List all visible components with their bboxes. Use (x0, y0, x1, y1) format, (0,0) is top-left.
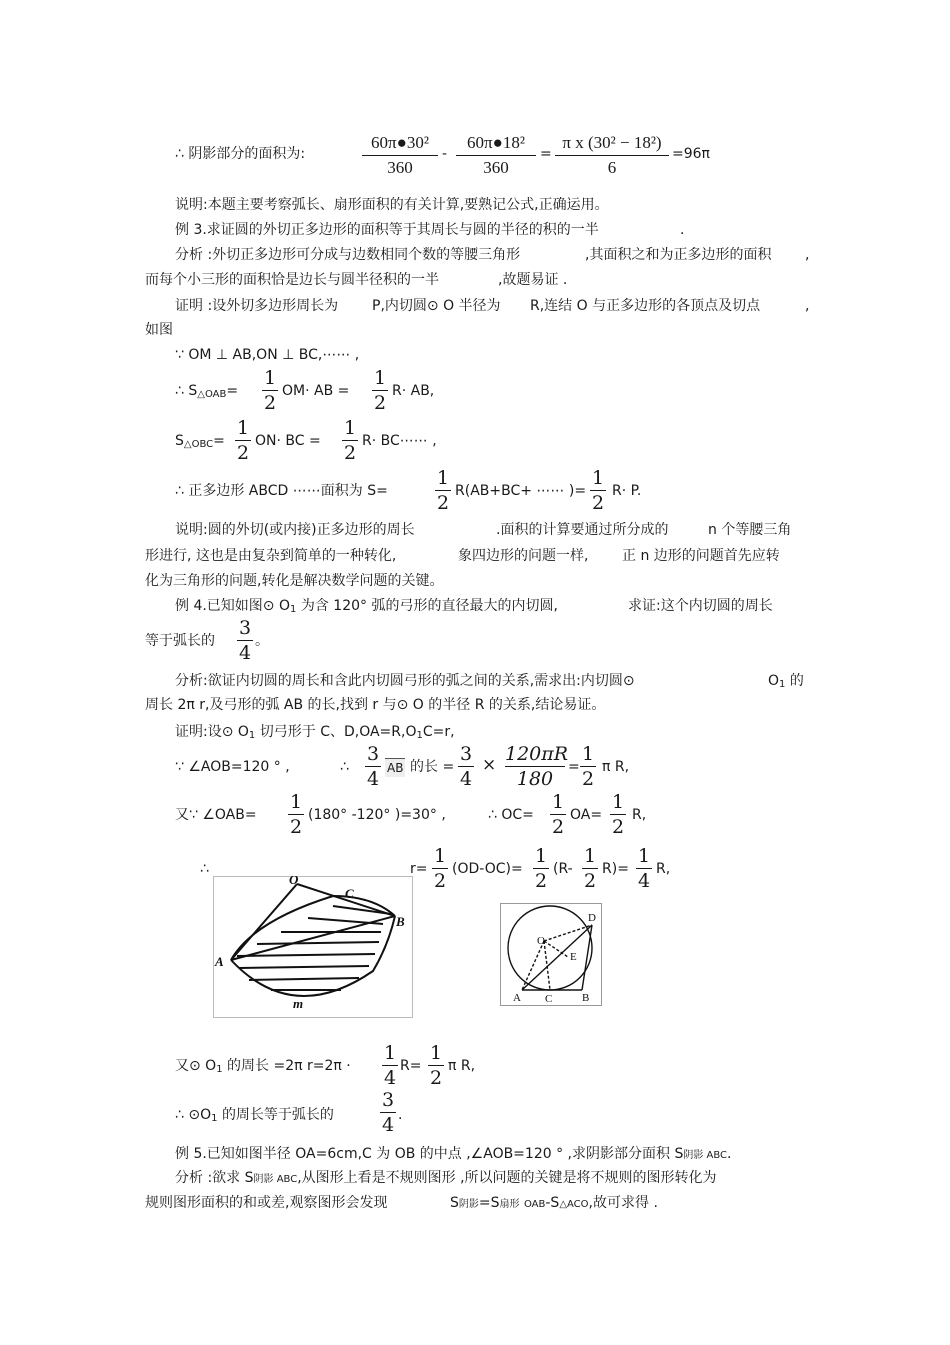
example-3-title: 例 3.求证圆的外切正多边形的面积等于其周长与圆的半径的积的一半 (175, 222, 599, 238)
label-c: C (345, 886, 354, 901)
half-fraction: 1 2 (373, 367, 387, 414)
therefore-symbol: ∴ (200, 861, 209, 877)
example-3-proof-2: 如图 (145, 322, 173, 338)
angle-aob-given: ∵ ∠AOB=120 ° , (175, 759, 290, 775)
label-a: A (215, 954, 224, 969)
example-3-analysis-1c: , (805, 247, 810, 263)
example-3-analysis-2a: 而每个小三形的面积恰是边长与圆半径积的一半 (145, 272, 439, 288)
label-b: B (582, 992, 590, 1004)
s-obc-end: R· BC⋯⋯ , (362, 433, 437, 449)
half-fraction: 1 2 (433, 845, 447, 892)
half-fraction: 1 2 (263, 367, 277, 414)
oa-text: OA= (570, 807, 603, 823)
example-4-line-2b: 。 (255, 633, 269, 649)
r-close-text: R)= (602, 861, 629, 877)
shadow-area-label: ∴ 阴影部分的面积为: (175, 146, 306, 162)
example-4-line-1a: 例 4.已知如图⊙ $O_1$ 为含 120° 弧的弓形的直径最大的内切圆, (175, 598, 558, 615)
note-2-1b: .面积的计算要通过所分成的 (496, 522, 669, 538)
label-o: O (537, 935, 545, 947)
therefore-symbol: ∴ (340, 759, 349, 775)
fraction-difference: π x (30² − 18²) 6 (555, 133, 669, 178)
label-m: m (293, 996, 304, 1011)
s-obc-label: $S_{\triangle OBC}=$ (175, 433, 225, 450)
s-obc-mid: ON· BC = (255, 433, 321, 449)
oc-result: R, (632, 807, 647, 823)
example-4-analysis-2: 周长 2π r,及弓形的弧 AB 的长,找到 r 与⊙ O 的半径 R 的关系,结论易证。 (145, 697, 606, 713)
arc-length-text: 的长 = (410, 759, 455, 775)
half-fraction: 1 2 (429, 1042, 443, 1089)
arc-ab-label: AB (385, 758, 405, 777)
half-fraction: 1 2 (343, 417, 357, 464)
shadow-area-result: =96π (672, 146, 710, 162)
note-1: 说明:本题主要考察弧长、扇形面积的有关计算,要熟记公式,正确运用。 (175, 197, 609, 213)
times-sign: × (482, 755, 497, 775)
s-oab-end: R· AB, (392, 383, 435, 399)
example-3-analysis-1b: ,其面积之和为正多边形的面积 (585, 247, 772, 263)
example-4-line-1c: 求证:这个内切圆的周长 (628, 598, 773, 614)
half-fraction: 1 2 (289, 791, 303, 838)
conclusion-text: ∴ $⊙O_1$ 的周长等于弧长的 (175, 1107, 334, 1124)
note-2-3: 化为三角形的问题,转化是解决数学问题的关键。 (145, 573, 444, 589)
label-b: B (396, 914, 405, 929)
example-3-since: ∵ OM ⊥ AB,ON ⊥ BC,⋯⋯ , (175, 347, 360, 363)
half-fraction: 1 2 (551, 791, 565, 838)
example-3-title-end: . (680, 222, 685, 238)
three-quarter-fraction: 3 4 (238, 617, 252, 664)
example-5-title: 例 5.已知如图半径 OA=6cm,C 为 OB 的中点 ,∠AOB=120 ° ,求阴影部分面积 S阴影 ABC. (175, 1146, 732, 1162)
example-4-analysis-1b: $O_1$ 的 (768, 673, 804, 690)
arc-formula-fraction: 120πR 180 (505, 743, 569, 790)
polygon-area-end: R· P. (612, 483, 642, 499)
label-o: O (289, 876, 299, 887)
label-c: C (545, 993, 553, 1005)
example-5-analysis-2b: S阴影=S扇形 OAB-S△ACO,故可求得 . (450, 1195, 658, 1211)
minus-sign: - (442, 146, 448, 162)
label-e: E (570, 951, 577, 963)
circumference-text: 又⊙ $O_1$ 的周长 =2π r=2π · (175, 1058, 351, 1075)
equals-sign: = (540, 146, 552, 162)
quarter-fraction: 1 4 (383, 1042, 397, 1089)
fraction-sector-large: 60π●30² 360 (362, 133, 438, 178)
three-quarter-fraction: 3 4 (381, 1089, 395, 1136)
quarter-fraction: 1 4 (637, 845, 651, 892)
example-4-proof-1: 证明:设⊙ $O_1$ 切弓形于 C、$D,OA=R,O_1C=r$, (175, 724, 455, 741)
example-3-proof-1d: , (805, 298, 810, 314)
example-5-analysis-1: 分析 :欲求 S阴影 ABC,从图形上看是不规则图形 ,所以问题的关键是将不规则的图形转化为 (175, 1170, 717, 1186)
example-3-analysis-1a: 分析 :外切正多边形可分成与边数相同个数的等腰三角形 (175, 247, 521, 263)
note-2-2c: 正 n 边形的问题首先应转 (622, 548, 780, 564)
half-fraction: 1 2 (534, 845, 548, 892)
example-3-analysis-2b: ,故题易证 . (498, 272, 568, 288)
note-2-1a: 说明:圆的外切(或内接)正多边形的周长 (175, 522, 415, 538)
od-oc-text: (OD-OC)= (452, 861, 523, 877)
half-fraction: 1 2 (581, 743, 595, 790)
half-fraction: 1 2 (611, 791, 625, 838)
r-equals: r= (410, 861, 428, 877)
equals-sign: = (568, 759, 580, 775)
example-3-proof-1b: P,内切圆⊙ O 半径为 (372, 298, 501, 314)
s-oab-mid: OM· AB = (282, 383, 350, 399)
arc-length-result: π R, (602, 759, 630, 775)
half-fraction: 1 2 (236, 417, 250, 464)
note-2-2a: 形进行, 这也是由复杂到简单的一种转化, (145, 548, 397, 564)
note-2-1c: n 个等腰三角 (708, 522, 792, 538)
example-4-line-2a: 等于弧长的 (145, 633, 215, 649)
circumference-r-eq: R= (400, 1058, 422, 1074)
three-quarter-fraction: 3 4 (366, 743, 380, 790)
s-oab-label: ∴ $S_{\triangle OAB}=$ (175, 383, 239, 400)
half-fraction: 1 2 (591, 467, 605, 514)
angle-oab-text: 又∵ ∠OAB= (175, 807, 257, 823)
polygon-area-label: ∴ 正多边形 ABCD ⋯⋯面积为 S= (175, 483, 388, 499)
label-d: D (588, 912, 596, 924)
note-2-2b: 象四边形的问题一样, (458, 548, 589, 564)
half-fraction: 1 2 (583, 845, 597, 892)
circumference-result: π R, (448, 1058, 476, 1074)
circle-figure (500, 903, 602, 1006)
polygon-area-mid: R(AB+BC+ ⋯⋯ )= (455, 483, 587, 499)
segment-figure (213, 876, 413, 1018)
example-5-analysis-2a: 规则图形面积的和或差,观察图形会发现 (145, 1195, 388, 1211)
three-quarter-fraction: 3 4 (459, 743, 473, 790)
example-4-analysis-1a: 分析:欲证内切圆的周长和含此内切圆弓形的弧之间的关系,需求出:内切圆⊙ (175, 673, 635, 689)
example-3-proof-1a: 证明 :设外切多边形周长为 (175, 298, 339, 314)
example-3-proof-1c: R,连结 O 与正多边形的各顶点及切点 (530, 298, 761, 314)
half-fraction: 1 2 (436, 467, 450, 514)
oc-text: ∴ OC= (488, 807, 534, 823)
conclusion-end: . (398, 1107, 403, 1123)
fraction-sector-small: 60π●18² 360 (456, 133, 536, 178)
label-a: A (513, 992, 521, 1004)
r-result: R, (656, 861, 671, 877)
r-minus-text: (R- (553, 861, 573, 877)
angle-oab-calc: (180° -120° )=30° , (308, 807, 446, 823)
